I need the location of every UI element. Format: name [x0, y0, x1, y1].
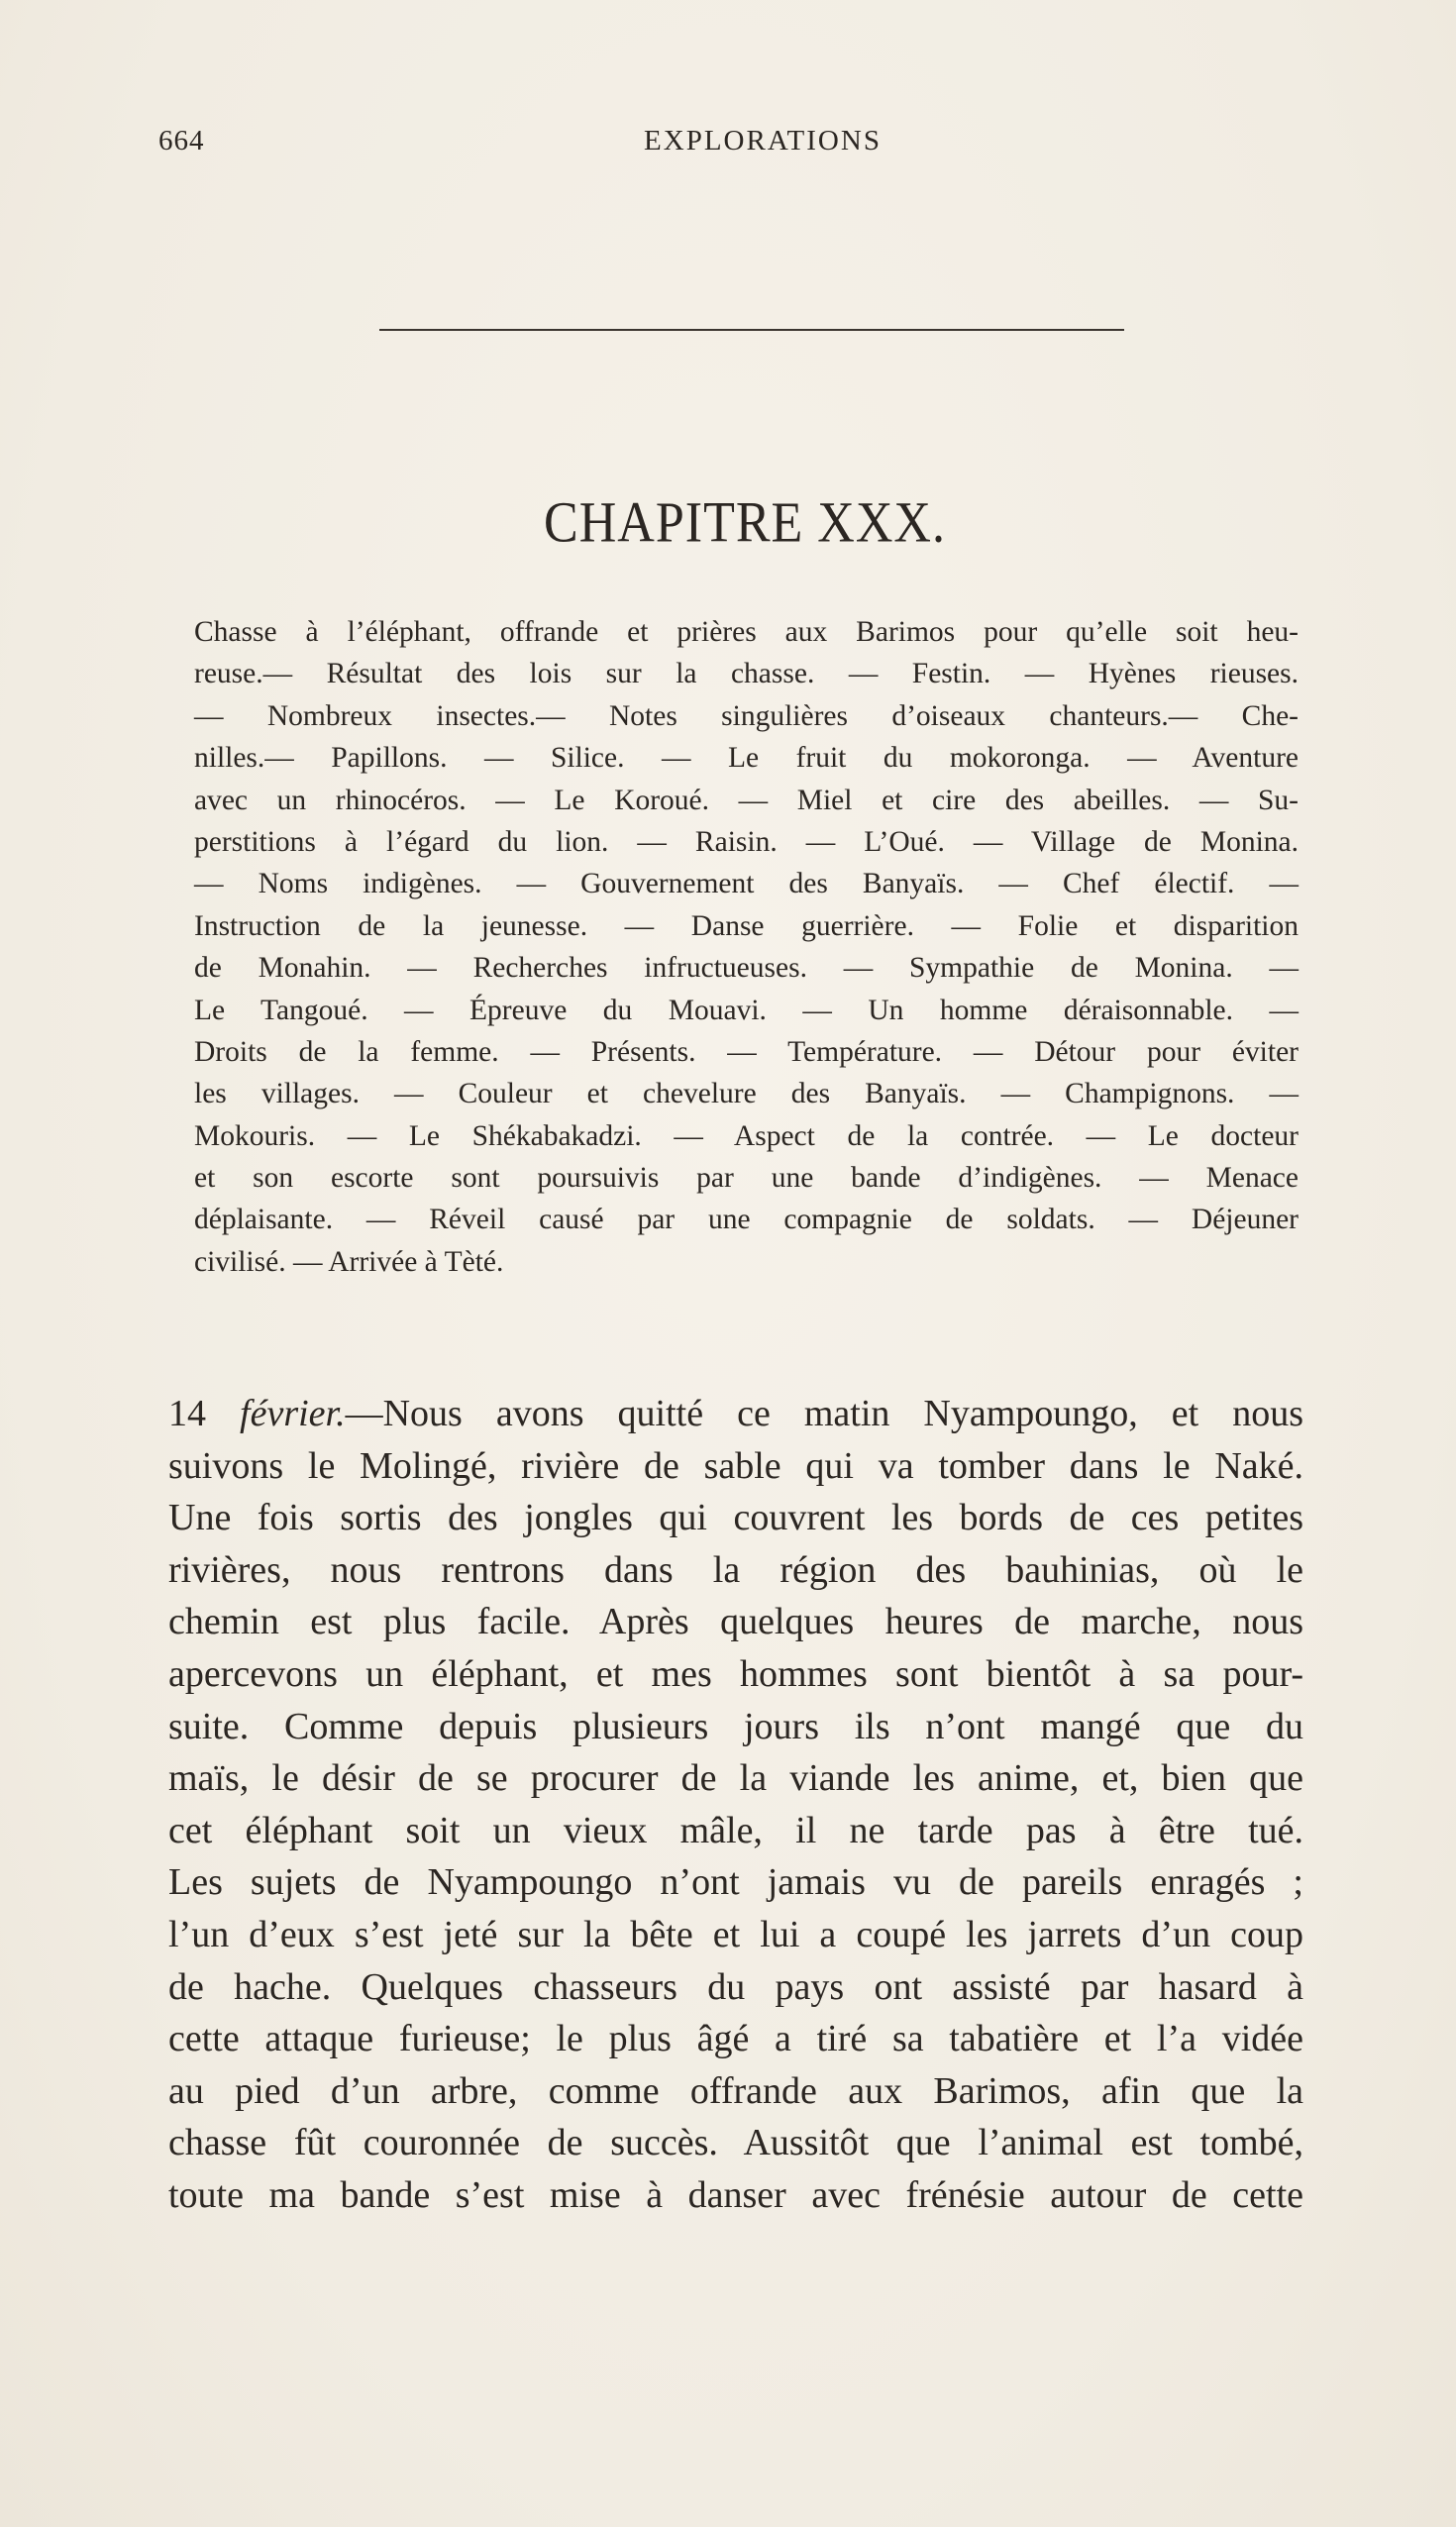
body-text: [168, 1388, 1303, 2222]
page-number: 664: [158, 125, 205, 157]
date-month: février.: [240, 1393, 346, 1434]
summary-line: civilisé. — Arrivée à Tèté.: [194, 1245, 504, 1278]
summary-line: — Nombreux insectes.— Notes singulières d’oiseaux chanteurs.— Che-: [194, 699, 1299, 732]
body-line: chasse fût couronnée de succès. Aussitôt que l’animal est tombé,: [168, 2122, 1303, 2164]
chapter-rule: [379, 329, 1124, 331]
chapter-summary: [194, 611, 1299, 1283]
summary-line: de Monahin. — Recherches infructueuses. — Sympathie de Monina. —: [194, 952, 1299, 985]
body-line: au pied d’un arbre, comme offrande aux Barimos, afin que la: [168, 2069, 1303, 2112]
body-line: cet éléphant soit un vieux mâle, il ne tarde pas à être tué.: [168, 1809, 1303, 1851]
body-line: maïs, le désir de se procurer de la viande les anime, et, bien que: [168, 1757, 1303, 1800]
summary-line: Mokouris. — Le Shékabakadzi. — Aspect de la contrée. — Le docteur: [194, 1119, 1299, 1152]
body-line: suivons le Molingé, rivière de sable qui va tomber dans le Naké.: [168, 1444, 1303, 1487]
summary-line: déplaisante. — Réveil causé par une compagnie de soldats. — Déjeuner: [194, 1204, 1299, 1236]
body-first-line: [168, 1388, 1303, 1440]
body-line: cette attaque furieuse; le plus âgé a tiré sa tabatière et l’a vidée: [168, 2018, 1303, 2060]
running-title: EXPLORATIONS: [644, 125, 882, 157]
summary-line: les villages. — Couleur et chevelure des Banyaïs. — Champignons. —: [194, 1078, 1299, 1110]
body-line: apercevons un éléphant, et mes hommes sont bientôt à sa pour-: [168, 1652, 1303, 1695]
summary-line: Droits de la femme. — Présents. — Température. — Détour pour éviter: [194, 1035, 1299, 1068]
running-head: [158, 125, 1298, 168]
chapter-title: CHAPITRE XXX.: [544, 491, 946, 555]
body-line: toute ma bande s’est mise à danser avec frénésie autour de cette: [168, 2173, 1303, 2216]
summary-line: avec un rhinocéros. — Le Koroué. — Miel et cire des abeilles. — Su-: [194, 784, 1299, 816]
body-line: de hache. Quelques chasseurs du pays ont assisté par hasard à: [168, 1965, 1303, 2008]
summary-line: nilles.— Papillons. — Silice. — Le fruit du mokoronga. — Aventure: [194, 742, 1299, 775]
summary-line: — Noms indigènes. — Gouvernement des Banyaïs. — Chef électif. —: [194, 868, 1299, 900]
summary-line: Le Tangoué. — Épreuve du Mouavi. — Un homme déraisonnable. —: [194, 994, 1299, 1026]
summary-line: et son escorte sont poursuivis par une bande d’indigènes. — Menace: [194, 1162, 1299, 1195]
body-line: Les sujets de Nyampoungo n’ont jamais vu de pareils enragés ;: [168, 1861, 1303, 1904]
summary-line: Chasse à l’éléphant, offrande et prières aux Barimos pour qu’elle soit heu-: [194, 616, 1299, 648]
body-line: Une fois sortis des jongles qui couvrent les bords de ces petites: [168, 1497, 1303, 1539]
summary-line: reuse.— Résultat des lois sur la chasse. — Festin. — Hyènes rieuses.: [194, 658, 1299, 690]
date-day: 14: [168, 1393, 206, 1434]
body-line: suite. Comme depuis plusieurs jours ils n’ont mangé que du: [168, 1705, 1303, 1747]
body-line: l’un d’eux s’est jeté sur la bête et lui a coupé les jarrets d’un coup: [168, 1913, 1303, 1955]
summary-line: perstitions à l’égard du lion. — Raisin. — L’Oué. — Village de Monina.: [194, 825, 1299, 858]
body-line: rivières, nous rentrons dans la région des bauhinias, où le: [168, 1548, 1303, 1591]
summary-line: Instruction de la jeunesse. — Danse guerrière. — Folie et disparition: [194, 909, 1299, 942]
first-line-text: —Nous avons quitté ce matin Nyampoungo, et nous: [345, 1393, 1304, 1434]
body-line: chemin est plus facile. Après quelques heures de marche, nous: [168, 1601, 1303, 1643]
